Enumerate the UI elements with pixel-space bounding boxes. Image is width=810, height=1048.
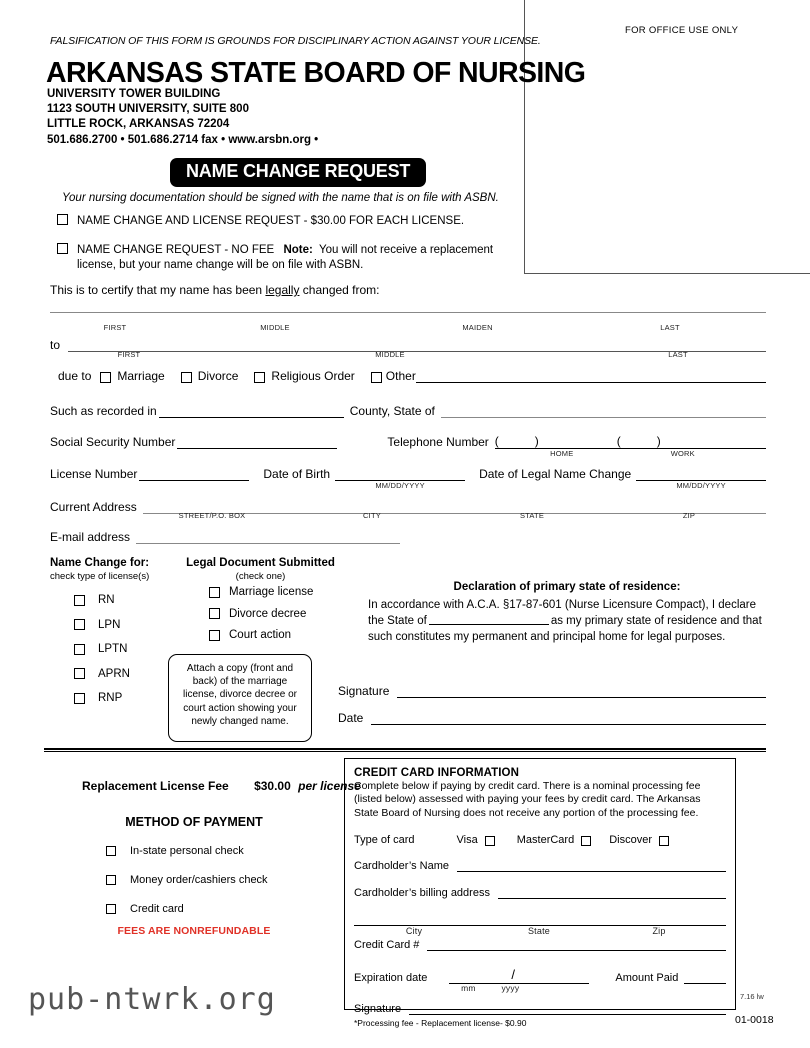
checkbox-divorce-decree[interactable]	[209, 608, 220, 619]
option-free-note-text: You will not receive a replacement	[319, 244, 494, 256]
form-code: 01-0018	[735, 1014, 774, 1026]
ssn-label: Social Security Number	[50, 435, 176, 449]
legal-doc-label: Court action	[229, 629, 292, 641]
payment-method-in-state-check[interactable]	[106, 845, 268, 857]
attach-copy-note: Attach a copy (front and back) of the marriage license, divorce decree or court action showing your newly changed name.	[168, 654, 312, 742]
expiration-input[interactable]	[449, 967, 589, 984]
checkbox-other[interactable]	[371, 372, 382, 383]
legal-doc-heading: Legal Document Submitted	[186, 557, 335, 569]
from-name-input[interactable]	[50, 312, 766, 313]
replacement-fee-amount: $30.00	[254, 779, 291, 793]
for-office-use-label: FOR OFFICE USE ONLY	[625, 25, 739, 36]
payment-method-money-order[interactable]	[106, 874, 268, 886]
certify-underlined: legally	[265, 283, 300, 297]
declaration-heading: Declaration of primary state of residence:	[453, 581, 681, 593]
license-type-label: RN	[98, 594, 115, 606]
home-paren-close: )	[534, 434, 539, 448]
label-marriage: Marriage	[117, 369, 165, 383]
declaration-signature-input[interactable]	[397, 697, 766, 698]
expiration-slash: /	[511, 967, 516, 983]
license-section-heading-block	[50, 557, 149, 582]
billing-address-label: Cardholder’s billing address	[354, 887, 490, 900]
state-of-input[interactable]	[441, 417, 766, 418]
address-line-1: UNIVERSITY TOWER BUILDING	[47, 88, 221, 100]
recorded-in-label: Such as recorded in	[50, 404, 157, 418]
credit-card-signature-row[interactable]	[354, 1003, 726, 1015]
license-type-label: LPTN	[98, 643, 128, 655]
caption-exp-year: yyyy	[501, 983, 520, 994]
revision-mark: 7.16 lw	[740, 992, 764, 1001]
replacement-fee-label: Replacement License Fee	[82, 779, 229, 793]
caption-billing-zip: Zip	[652, 926, 666, 937]
declaration-signature-row[interactable]	[338, 684, 766, 698]
caption-street: STREET/P.O. BOX	[178, 511, 246, 520]
caption-dob-format: MM/DD/YYYY	[375, 481, 425, 490]
county-label: County, State of	[349, 404, 435, 418]
ssn-input[interactable]	[177, 448, 337, 449]
expiration-amount-row[interactable]	[354, 967, 726, 994]
caption-first: FIRST	[103, 323, 127, 332]
license-section-subheading: check type of license(s)	[50, 571, 150, 582]
caption-to-last: LAST	[668, 350, 688, 359]
billing-address-input[interactable]	[498, 898, 726, 899]
checkbox-divorce[interactable]	[181, 372, 192, 383]
credit-card-description: Complete below if paying by credit card. There is a nominal processing fee (listed below) assessed with paying your fees by credit card. The Arkansas State Board of Nursing does not receive any portion of the processing fee.	[354, 780, 701, 819]
certify-statement	[50, 283, 380, 297]
option-free-line2: license, but your name change will be on file with ASBN.	[77, 258, 364, 271]
checkbox-lptn[interactable]	[74, 644, 85, 655]
option-free-main: NAME CHANGE REQUEST - NO FEE	[77, 244, 275, 256]
legal-doc-label: Divorce decree	[229, 607, 307, 620]
ssn-telephone-row[interactable]	[50, 434, 766, 458]
legal-doc-subheading: (check one)	[235, 571, 286, 582]
credit-card-signature-input[interactable]	[409, 1014, 726, 1015]
card-type-visa-label: Visa	[456, 834, 478, 847]
card-type-mastercard-label: MasterCard	[516, 834, 575, 847]
falsification-notice: FALSIFICATION OF THIS FORM IS GROUNDS FOR DISCIPLINARY ACTION AGAINST YOUR LICENSE.	[50, 35, 541, 47]
caption-work: WORK	[670, 449, 695, 458]
section-divider	[44, 748, 766, 752]
work-paren-open: (	[616, 434, 621, 448]
option-paid-label: NAME CHANGE AND LICENSE REQUEST - $30.00 FOR EACH LICENSE.	[77, 215, 465, 227]
home-paren-open: (	[494, 434, 499, 448]
for-office-use-box	[524, 0, 810, 274]
checkbox-in-state-check[interactable]	[106, 846, 116, 856]
declaration-body	[368, 597, 768, 646]
checkbox-name-change-no-fee[interactable]	[57, 243, 68, 254]
card-number-row[interactable]	[354, 939, 726, 951]
cardholder-name-input[interactable]	[457, 871, 726, 872]
option-free-text	[77, 243, 493, 272]
county-input[interactable]	[159, 417, 344, 418]
checkbox-credit-card[interactable]	[106, 904, 116, 914]
caption-state: STATE	[519, 511, 545, 520]
checkbox-religious-order[interactable]	[254, 372, 265, 383]
checkbox-rn[interactable]	[74, 595, 85, 606]
declaration-signature-label: Signature	[338, 684, 390, 698]
declaration-state-input[interactable]	[429, 613, 549, 625]
replacement-fee-line	[82, 779, 361, 793]
nursing-documentation-note: Your nursing documentation should be signed with the name that is on file with ASBN.	[62, 192, 499, 204]
checkbox-mastercard[interactable]	[581, 836, 591, 846]
checkbox-lpn[interactable]	[74, 619, 85, 630]
license-type-rnp[interactable]	[74, 692, 130, 704]
watermark: pub-ntwrk.org	[28, 982, 276, 1017]
legal-doc-divorce-decree[interactable]	[209, 608, 313, 620]
amount-paid-input[interactable]	[684, 983, 726, 984]
expiration-field[interactable]	[449, 967, 589, 994]
legal-change-field[interactable]	[636, 466, 766, 490]
license-number-input[interactable]	[139, 480, 249, 481]
address-captions	[132, 511, 766, 520]
license-type-label: RNP	[98, 692, 123, 704]
card-type-row[interactable]	[354, 834, 726, 846]
other-reason-input[interactable]	[416, 382, 766, 383]
license-type-lpn[interactable]	[74, 619, 130, 631]
declaration-date-input[interactable]	[371, 724, 766, 725]
license-type-rn[interactable]	[74, 594, 130, 606]
checkbox-marriage-license[interactable]	[209, 587, 220, 598]
payment-method-label: In-state personal check	[130, 845, 244, 857]
credit-card-signature-label: Signature	[354, 1003, 402, 1016]
legal-doc-court-action[interactable]	[209, 629, 313, 641]
caption-to-middle: MIDDLE	[375, 350, 405, 359]
checkbox-visa[interactable]	[485, 836, 495, 846]
telephone-label: Telephone Number	[387, 435, 489, 449]
legal-doc-list[interactable]	[209, 586, 313, 651]
certify-pre: This is to certify that my name has been	[50, 283, 266, 297]
legal-doc-marriage-license[interactable]	[209, 586, 313, 598]
billing-captions	[354, 927, 726, 936]
telephone-inputs[interactable]	[494, 434, 766, 458]
processing-fee-note: *Processing fee - Replacement license- $0.90	[354, 1018, 527, 1029]
current-address-label: Current Address	[50, 500, 137, 514]
payment-method-label: Money order/cashiers check	[130, 874, 268, 886]
legal-change-input[interactable]	[636, 466, 766, 481]
payment-method-list[interactable]	[106, 845, 268, 932]
expiration-label: Expiration date	[354, 972, 428, 985]
replacement-fee-unit: per license	[298, 779, 361, 793]
certify-post: changed from:	[299, 283, 380, 297]
from-name-captions	[50, 323, 766, 332]
card-number-input[interactable]	[427, 950, 726, 951]
card-type-label: Type of card	[354, 834, 415, 847]
declaration-body-part2: as my primary state of residence and that such constitutes my permanent and principal home for legal purposes.	[368, 615, 762, 644]
caption-home: HOME	[550, 449, 574, 458]
checkbox-court-action[interactable]	[209, 630, 220, 641]
license-dob-row[interactable]	[50, 466, 766, 490]
legal-doc-label: Marriage license	[229, 586, 314, 598]
license-section-heading: Name Change for:	[50, 557, 150, 569]
caption-last: LAST	[660, 323, 680, 332]
recorded-in-row[interactable]	[50, 404, 766, 418]
to-name-captions	[68, 350, 766, 359]
billing-address-row[interactable]	[354, 887, 726, 899]
checkbox-aprn[interactable]	[74, 668, 85, 679]
license-number-label: License Number	[50, 467, 138, 481]
license-type-list[interactable]	[74, 594, 130, 717]
method-of-payment-heading: METHOD OF PAYMENT	[125, 815, 263, 829]
caption-maiden: MAIDEN	[462, 323, 493, 332]
due-to-label: due to	[58, 369, 92, 383]
caption-city: CITY	[363, 511, 381, 520]
work-paren-close: )	[656, 434, 661, 448]
declaration-date-label: Date	[338, 711, 364, 725]
option-name-change-and-license[interactable]	[57, 214, 527, 229]
license-type-aprn[interactable]	[74, 668, 130, 680]
caption-legal-change-format: MM/DD/YYYY	[676, 481, 726, 490]
email-row[interactable]	[50, 530, 400, 544]
checkbox-rnp[interactable]	[74, 693, 85, 704]
checkbox-money-order[interactable]	[106, 875, 116, 885]
card-number-label: Credit Card #	[354, 939, 420, 952]
dob-input[interactable]	[335, 466, 465, 481]
payment-method-credit-card[interactable]	[106, 903, 268, 915]
caption-billing-city: City	[405, 926, 423, 937]
license-type-lptn[interactable]	[74, 643, 130, 655]
credit-card-information-box	[344, 758, 736, 1029]
credit-card-heading: CREDIT CARD INFORMATION	[354, 767, 519, 779]
fees-nonrefundable-notice: FEES ARE NONREFUNDABLE	[117, 925, 271, 937]
organization-title: ARKANSAS STATE BOARD OF NURSING	[46, 57, 586, 89]
amount-paid-label: Amount Paid	[615, 972, 679, 985]
dob-label: Date of Birth	[263, 467, 331, 481]
caption-billing-state: State	[527, 926, 550, 937]
declaration-body-part1: In accordance with A.C.A. §17-87-601 (Nurse Licensure Compact), I declare the State of	[368, 599, 756, 628]
payment-method-label: Credit card	[130, 903, 184, 915]
to-label: to	[50, 338, 61, 352]
checkbox-marriage[interactable]	[100, 372, 111, 383]
from-name-row[interactable]	[50, 312, 766, 313]
dob-field[interactable]	[335, 466, 465, 490]
label-divorce: Divorce	[197, 369, 239, 383]
legal-change-label: Date of Legal Name Change	[479, 467, 632, 481]
card-type-discover-label: Discover	[609, 834, 653, 847]
legal-doc-heading-block	[178, 557, 343, 582]
label-other: Other	[385, 369, 416, 383]
license-type-label: APRN	[98, 667, 130, 680]
caption-exp-month: mm	[461, 983, 476, 994]
form-title-banner: NAME CHANGE REQUEST	[170, 158, 426, 187]
address-line-2: 1123 SOUTH UNIVERSITY, SUITE 800	[47, 103, 249, 116]
cardholder-name-label: Cardholder’s Name	[354, 860, 449, 873]
label-religious-order: Religious Order	[271, 369, 355, 383]
due-to-row[interactable]	[58, 369, 766, 383]
declaration-date-row[interactable]	[338, 711, 766, 725]
contact-line: 501.686.2700 • 501.686.2714 fax • www.arsbn.org •	[47, 133, 319, 146]
caption-to-first: FIRST	[117, 350, 141, 359]
option-name-change-no-fee[interactable]	[57, 243, 517, 272]
checkbox-discover[interactable]	[659, 836, 669, 846]
email-label: E-mail address	[50, 530, 131, 544]
organization-address	[47, 87, 318, 148]
address-line-3: LITTLE ROCK, ARKANSAS 72204	[47, 118, 230, 131]
email-input[interactable]	[136, 543, 400, 544]
license-type-label: LPN	[98, 618, 121, 631]
option-free-note-label: Note:	[283, 244, 313, 256]
checkbox-name-change-and-license[interactable]	[57, 214, 68, 225]
caption-middle: MIDDLE	[260, 323, 290, 332]
cardholder-name-row[interactable]	[354, 860, 726, 872]
caption-zip: ZIP	[682, 511, 696, 520]
